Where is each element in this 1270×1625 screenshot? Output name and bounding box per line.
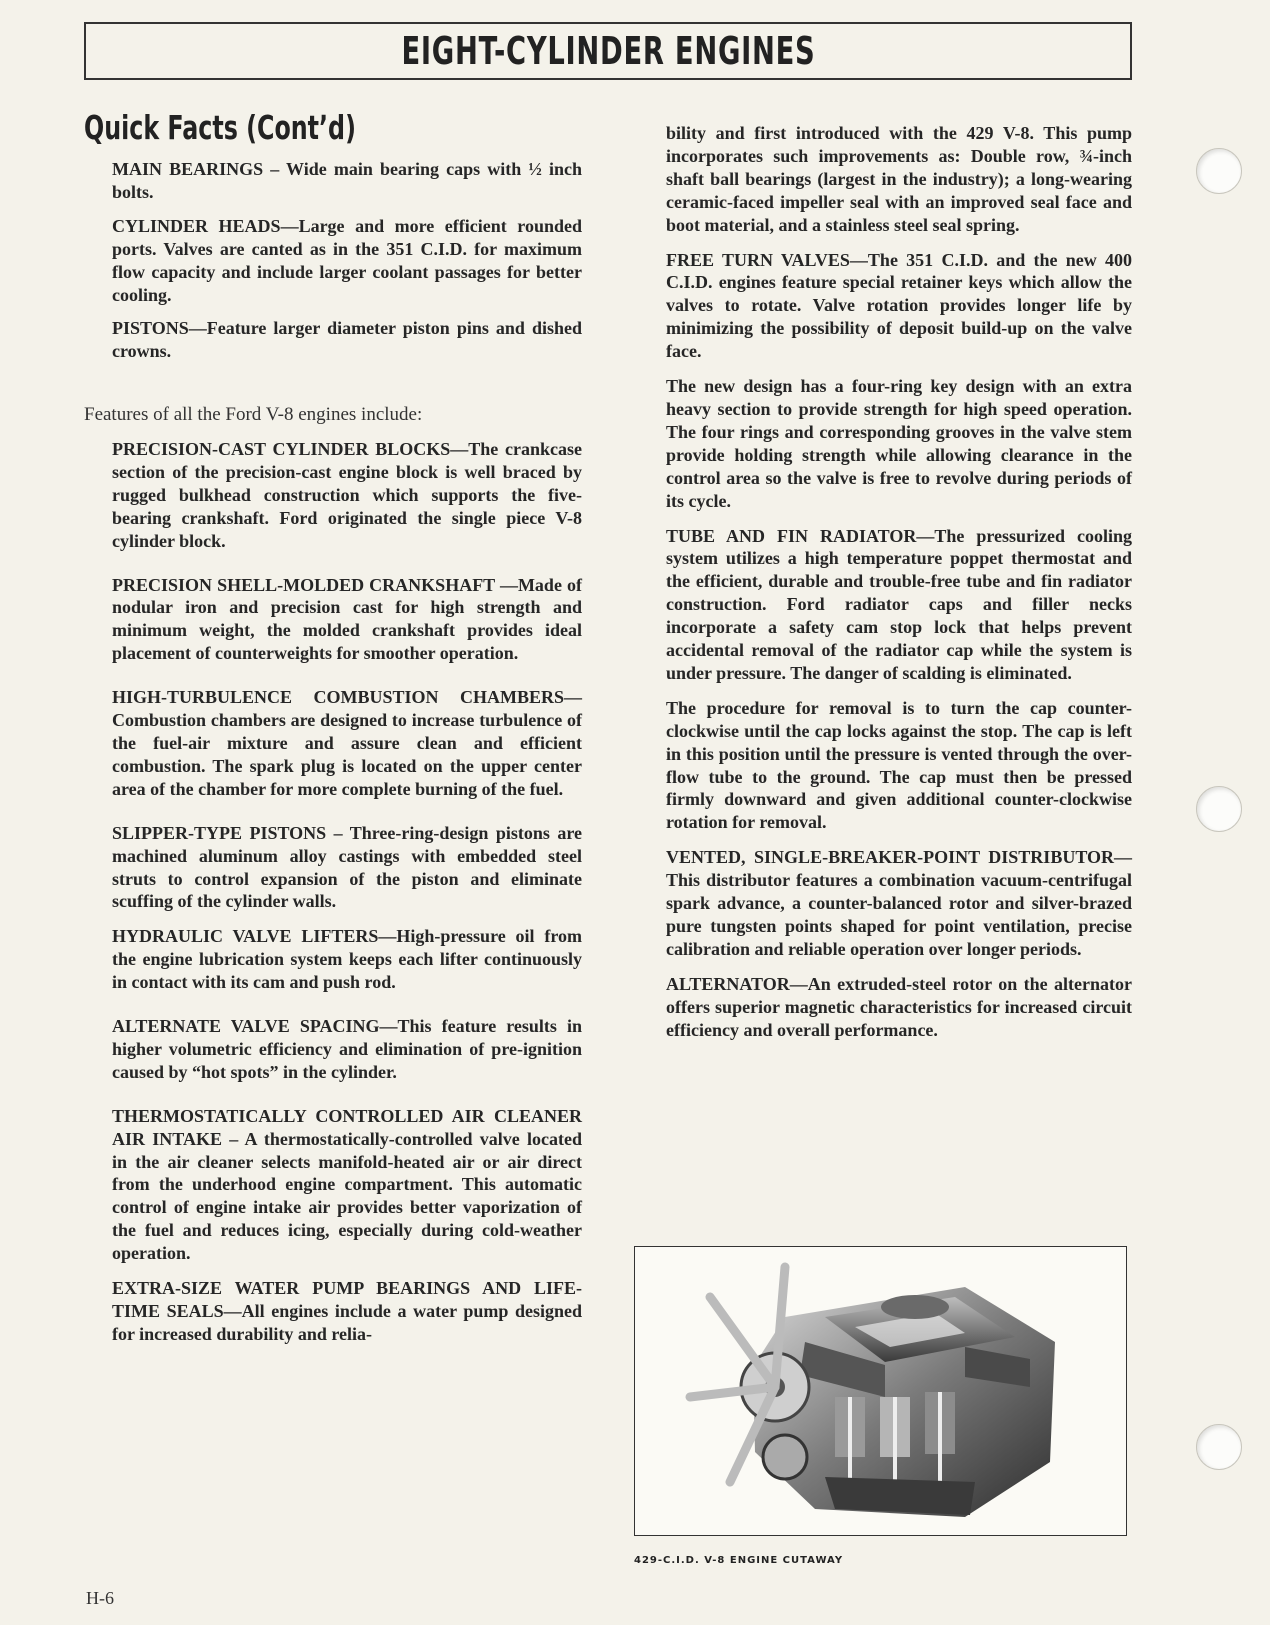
text-valve-spacing: —This feature results in higher volumetric efficiency and elimination of pre-ignition caused by “hot spots” in the cylinder. bbox=[112, 1016, 582, 1082]
engine-photo-frame bbox=[634, 1246, 1127, 1536]
paragraph-valve-spacing bbox=[112, 1015, 582, 1084]
left-column-lower bbox=[112, 438, 582, 1346]
paragraph-crankshaft bbox=[112, 574, 582, 666]
heading-water-pump: EXTRA-SIZE WATER PUMP BEARINGS AND LIFE-TIME SEALS bbox=[112, 1278, 582, 1321]
text-air-cleaner: – A thermostatically-controlled valve located in the air cleaner selects manifold-heated air or air direct from the underhood engine compartment. This automatic control of engine intake air provides better vaporization of the fuel and reduces icing, especially during cold-weather operation. bbox=[112, 1128, 582, 1264]
heading-air-cleaner: THERMOSTATICALLY CONTROLLED AIR CLEANER AIR INTAKE bbox=[112, 1105, 582, 1149]
text-combustion-chambers: —Combustion chambers are designed to increase turbulence of the fuel-air mixture and assure clean and efficient combustion. The spark plug is located on the upper center area of the chamber for more complete burning of the fuel. bbox=[112, 687, 582, 799]
paragraph-slipper-pistons bbox=[112, 822, 582, 914]
page-number: H-6 bbox=[86, 1588, 114, 1608]
text-cylinder-heads: —Large and more efficient rounded ports. Valves are canted as in the 351 C.I.D. for maximum flow capacity and include larger coolant passages for better cooling. bbox=[112, 215, 582, 305]
paragraph-pistons bbox=[112, 317, 582, 363]
punch-hole-top bbox=[1196, 148, 1242, 194]
paragraph-cylinder-heads bbox=[112, 215, 582, 307]
header-box bbox=[84, 22, 1132, 80]
text-radiator: —The pressurized cooling system utilizes a high temperature poppet thermostat and the efficient, durable and trouble-free tube and fin radiator construction. Ford radiator caps and filler necks incorporate a safety cam stop lock that helps prevent accidental removal of the radiator cap while the system is under pressure. The danger of scalding is eliminated. bbox=[666, 525, 1132, 683]
features-intro: Features of all the Ford V-8 engines include: bbox=[84, 404, 423, 425]
text-main-bearings: – Wide main bearing caps with ½ inch bolts. bbox=[112, 159, 582, 202]
paragraph-water-pump bbox=[112, 1277, 582, 1346]
text-alternator: —An extruded-steel rotor on the alternator offers superior magnetic characteristics for increased circuit efficiency and overall performance. bbox=[666, 973, 1132, 1040]
text-crankshaft: —Made of nodular iron and precision cast for high strength and minimum weight, the molded crankshaft provides ideal placement of counterweights for smoother operation. bbox=[112, 574, 582, 664]
heading-pistons: PISTONS bbox=[112, 318, 189, 339]
text-cylinder-blocks: —The crankcase section of the precision-cast engine block is well braced by rugged bulkhead construction which supports the five-bearing crankshaft. Ford originated the single piece V-8 cylinder block. bbox=[112, 439, 582, 551]
text-free-turn-valves: —The 351 C.I.D. and the new 400 C.I.D. engines feature special retainer keys which allow the valves to rotate. Valve rotation provides longer life by minimizing the possibility of deposit build-up on the valve face. bbox=[666, 249, 1132, 362]
heading-valve-spacing: ALTERNATE VALVE SPACING bbox=[112, 1016, 380, 1037]
heading-alternator: ALTERNATOR bbox=[666, 973, 790, 994]
heading-valve-lifters: HYDRAULIC VALVE LIFTERS bbox=[112, 926, 379, 947]
paragraph-main-bearings bbox=[112, 158, 582, 204]
paragraph-cylinder-blocks bbox=[112, 438, 582, 553]
heading-main-bearings: MAIN BEARINGS bbox=[112, 159, 264, 179]
text-distributor: —This distributor features a combination vacuum-centrifugal spark advance, a counter-balanced rotor and silver-brazed pure tungsten points shaped for point ventilation, precise calibration and reliable operation over longer periods. bbox=[666, 847, 1132, 959]
heading-cylinder-heads: CYLINDER HEADS bbox=[112, 215, 281, 236]
text-slipper-pistons: – Three-ring-design pistons are machined aluminum alloy castings with embedded steel struts to control expansion of the piston and eliminate scuffing of the cylinder walls. bbox=[112, 822, 582, 912]
heading-distributor: VENTED, SINGLE-BREAKER-POINT DISTRIBUTOR bbox=[666, 847, 1114, 868]
text-water-pump: —All engines include a water pump designed for increased durability and relia- bbox=[112, 1301, 582, 1344]
paragraph-radiator bbox=[666, 525, 1132, 685]
text-pistons: —Feature larger diameter piston pins and dished crowns. bbox=[112, 318, 582, 362]
paragraph-removal-procedure: The procedure for removal is to turn the cap counter-clockwise until the cap locks against the stop. The cap is left in this position until the pressure is vented through the over-flow tube to the ground. The cap must then be pressed firmly downward and given additional counter-clockwise rotation for removal. bbox=[666, 697, 1132, 833]
paragraph-air-cleaner bbox=[112, 1105, 582, 1265]
heading-radiator: TUBE AND FIN RADIATOR bbox=[666, 525, 917, 546]
page-title: EIGHT-CYLINDER ENGINES bbox=[401, 29, 815, 73]
paragraph-alternator bbox=[666, 973, 1132, 1042]
paragraph-ring-key: The new design has a four-ring key design with an extra heavy section to provide strength for high speed operation. The four rings and corresponding grooves in the valve stem provide holding strength while allowing clearance in the control area so the valve is free to revolve during periods of its cycle. bbox=[666, 376, 1132, 511]
figure-caption: 429-C.I.D. V-8 ENGINE CUTAWAY bbox=[634, 1555, 844, 1566]
left-column-upper bbox=[112, 158, 582, 363]
section-title: Quick Facts (Cont’d) bbox=[84, 108, 356, 147]
punch-hole-bottom bbox=[1196, 1424, 1242, 1470]
heading-combustion-chambers: HIGH-TURBULENCE COMBUSTION CHAMBERS bbox=[112, 687, 564, 708]
heading-cylinder-blocks: PRECISION-CAST CYLINDER BLOCKS bbox=[112, 439, 451, 459]
heading-slipper-pistons: SLIPPER-TYPE PISTONS bbox=[112, 822, 327, 843]
engine-cutaway-photo bbox=[635, 1247, 1125, 1534]
paragraph-distributor bbox=[666, 846, 1132, 961]
right-column bbox=[666, 122, 1132, 1042]
paragraph-water-pump-cont: bility and first introduced with the 429 V-8. This pump incorporates such improvements as: Double row, ¾-inch shaft ball bearings (largest in the industry); a long-wearing ceramic-faced impeller seal with an improved seal face and boot material, and a stainless steel seal spring. bbox=[666, 123, 1132, 235]
heading-free-turn-valves: FREE TURN VALVES bbox=[666, 249, 850, 270]
punch-hole-middle bbox=[1196, 786, 1242, 832]
text-valve-lifters: —High-pressure oil from the engine lubrication system keeps each lifter continuously in contact with its cam and push rod. bbox=[112, 926, 582, 993]
heading-crankshaft: PRECISION SHELL-MOLDED CRANKSHAFT bbox=[112, 574, 495, 595]
paragraph-valve-lifters bbox=[112, 925, 582, 994]
paragraph-combustion-chambers bbox=[112, 686, 582, 801]
paragraph-free-turn-valves bbox=[666, 249, 1132, 364]
